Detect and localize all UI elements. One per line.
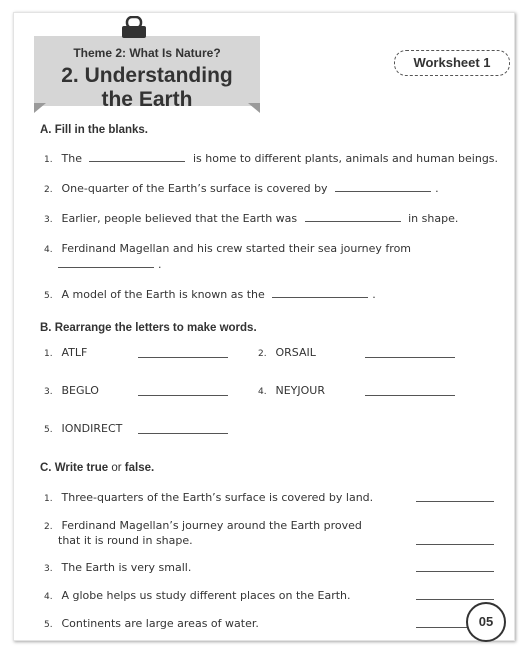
question-c2-line2: that it is round in shape. [58, 534, 193, 547]
answer-blank[interactable] [335, 190, 431, 192]
question-b4: 4. NEYJOUR [258, 384, 325, 397]
worksheet-badge: Worksheet 1 [394, 50, 510, 76]
question-a1: 1. The is home to different plants, animals and human beings. [44, 152, 499, 165]
title-line-2: the Earth [101, 88, 193, 111]
answer-blank[interactable] [58, 266, 154, 268]
question-c5: 5. Continents are large areas of water. [44, 617, 259, 630]
answer-line-b2[interactable] [365, 356, 455, 358]
answer-blank[interactable] [305, 220, 401, 222]
question-a5: 5. A model of the Earth is known as the . [44, 288, 376, 301]
title-line-1: 2. Understanding [61, 64, 233, 87]
section-c-heading: C. Write true or false. [40, 462, 155, 474]
section-a-heading: A. Fill in the blanks. [40, 124, 148, 136]
answer-line-b3[interactable] [138, 394, 228, 396]
answer-line-b1[interactable] [138, 356, 228, 358]
answer-line-b4[interactable] [365, 394, 455, 396]
question-a4: 4. Ferdinand Magellan and his crew started their sea journey from [44, 242, 412, 255]
answer-line-b5[interactable] [138, 432, 228, 434]
question-a3: 3. Earlier, people believed that the Earth was in shape. [44, 212, 459, 225]
question-c2: 2. Ferdinand Magellan’s journey around the Earth proved [44, 519, 362, 532]
question-c1: 1. Three-quarters of the Earth’s surface is covered by land. [44, 491, 374, 504]
answer-line-c2[interactable] [416, 543, 494, 545]
question-c4: 4. A globe helps us study different places on the Earth. [44, 589, 351, 602]
page-number: 05 [466, 602, 506, 642]
answer-blank[interactable] [272, 296, 368, 298]
answer-blank[interactable] [89, 160, 185, 162]
section-b-heading: B. Rearrange the letters to make words. [40, 322, 257, 334]
answer-line-c3[interactable] [416, 570, 494, 572]
binder-clip-icon [122, 16, 146, 38]
question-b1: 1. ATLF [44, 346, 88, 359]
question-a2: 2. One-quarter of the Earth’s surface is covered by . [44, 182, 439, 195]
question-c3: 3. The Earth is very small. [44, 561, 192, 574]
question-b2: 2. ORSAIL [258, 346, 316, 359]
page-title [34, 64, 260, 112]
answer-line-c5[interactable] [416, 626, 468, 628]
answer-line-c1[interactable] [416, 500, 494, 502]
question-b5: 5. IONDIRECT [44, 422, 123, 435]
question-b3: 3. BEGLO [44, 384, 99, 397]
theme-label: Theme 2: What Is Nature? [73, 46, 221, 60]
question-a4-continued: . [58, 258, 162, 271]
answer-line-c4[interactable] [416, 598, 494, 600]
